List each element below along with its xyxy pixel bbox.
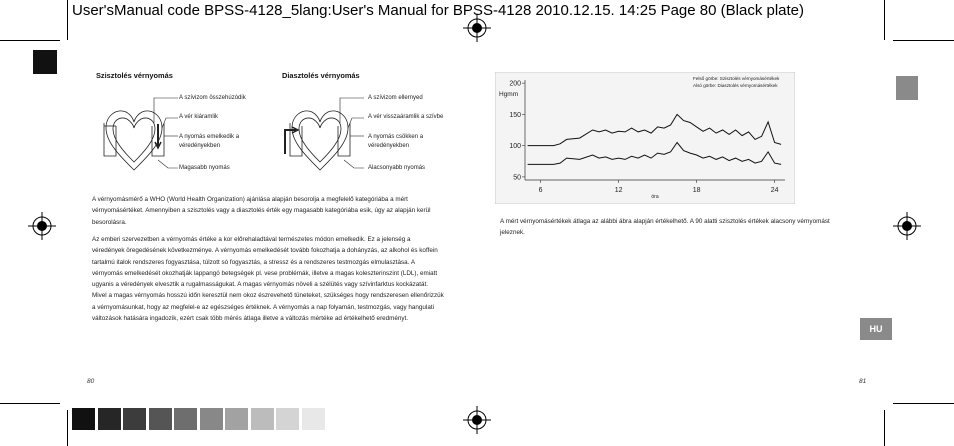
y-tick-label: 150 xyxy=(509,111,521,119)
page-number-right: 81 xyxy=(859,378,867,385)
registration-target-right xyxy=(893,212,921,240)
y-tick-label: 50 xyxy=(513,174,521,182)
print-header: User'sManual code BPSS-4128_5lang:User's Manual for BPSS-4128 2010.12.15. 14:25 Page 80 (Black plate) xyxy=(72,2,805,19)
text-line: véredények öregedésének következménye. A vérnyomás emelkedését tovább fokozhatja a dohányzás, az alkohol és koffein xyxy=(92,247,438,255)
paragraph-blood-pressure xyxy=(92,234,444,324)
x-tick-label: 12 xyxy=(614,187,623,194)
text-line: vérnyomás emelkedését okozhatják lappangó betegségek pl. vese problémák, illetve a magas koleszterinszint (LDL), emiatt xyxy=(92,269,438,277)
text-line: A vérnyomásmérő a WHO (World Health Organization) ajánlása alapján besorolja a megfelelő kategóriába a mért xyxy=(92,196,408,203)
color-swatch xyxy=(72,408,95,430)
y-tick-label: 200 xyxy=(509,80,521,88)
systolic-label-5: Magasabb nyomás xyxy=(179,165,230,171)
x-tick-label: 18 xyxy=(692,187,701,194)
paragraph-who xyxy=(92,194,430,228)
text-line: vérnyomásértéket. Amennyiben a szisztolés vagy a diasztolés érték egy magasabb kategóriába esik, úgy az alapján kerül xyxy=(92,207,431,215)
text-line: a vérnyomásunkat, hogy az megfelel-e az egészséges értéknek. A vérnyomás a nap folyamán, testmozgás, vagy hangulati xyxy=(92,303,434,311)
systolic-label-4: véredényekben xyxy=(179,143,221,149)
text-line: Az emberi szervezetben a vérnyomás értéke a kor előrehaladtával természetes módon emelkedik. Ez a jelenség a xyxy=(92,236,411,243)
systolic-title: Szisztolés vérnyomás xyxy=(96,71,173,80)
text-line: tartalmú italok rendszeres fogyasztása, túlzott só fogyasztás, a stressz és a rendszeres testmozgás elmulasztása. A xyxy=(92,258,416,266)
systolic-label-2: A vér kiáramlik xyxy=(179,114,219,120)
color-swatch xyxy=(200,408,223,430)
y-axis-label: Hgmm xyxy=(499,91,519,98)
legend-entry: Felső görbe: Szisztolés vérnyomásértékek xyxy=(693,76,780,81)
legend-entry: Alsó görbe: Diasztolés vérnyomásértékek xyxy=(693,83,778,88)
registration-target-left xyxy=(28,212,56,240)
section-tab-gray xyxy=(896,76,918,100)
color-swatch xyxy=(174,408,197,430)
text-line: változások hatására ingadozik, ezért csak több mérés átlaga illetve a változás mértéke ad értékelhető eredményt. xyxy=(92,315,409,323)
registration-target-top xyxy=(463,14,491,42)
diastolic-heart-diagram xyxy=(280,88,460,176)
page-number-left: 80 xyxy=(87,378,95,385)
color-swatch xyxy=(149,408,172,430)
color-swatch xyxy=(276,408,299,430)
diastolic-label-5: Alacsonyabb nyomás xyxy=(368,165,426,171)
color-swatch xyxy=(302,408,325,430)
diastolic-label-4: véredényekben xyxy=(368,143,410,149)
color-swatch xyxy=(225,408,248,430)
text-line: besorolásra. xyxy=(92,218,127,226)
section-tab-black xyxy=(33,50,57,74)
diastolic-title: Diasztolés vérnyomás xyxy=(282,71,360,80)
color-swatch xyxy=(98,408,121,430)
text-line: A mért vérnyomásértékek átlaga az alábbi ábra alapján értékelhető. A 90 alatti szisztolés értékek alacsony vérnyomást xyxy=(500,218,830,225)
language-tab: HU xyxy=(860,318,892,340)
systolic-label-3: A nyomás emelkedik a xyxy=(179,134,240,140)
diastolic-label-3: A nyomás csökken a xyxy=(368,134,424,140)
text-line: jeleznek. xyxy=(500,229,525,237)
color-swatch xyxy=(251,408,274,430)
diastolic-label-1: A szívizom ellernyed xyxy=(368,95,423,101)
y-tick-label: 100 xyxy=(509,143,521,151)
text-line: ugyanis a véredények elvesztik a rugalmasságukat. A magas vérnyomás növeli a szélütés vagy szívinfarktus kockázatát. xyxy=(92,281,429,289)
x-tick-label: 6 xyxy=(538,187,543,194)
x-tick-label: 24 xyxy=(770,187,779,194)
blood-pressure-chart xyxy=(495,72,795,204)
x-axis-label: óra xyxy=(651,194,659,200)
systolic-label-1: A szívizom összehúzódik xyxy=(179,95,246,101)
registration-target-bottom xyxy=(463,406,491,434)
text-line: Mivel a magas vérnyomás hosszú időn keresztül nem okoz észrevehető tüneteket, szükséges hogy rendszeresen ellenőrizzük xyxy=(92,292,444,300)
color-swatch xyxy=(123,408,146,430)
chart-caption xyxy=(500,216,830,239)
chart-background xyxy=(495,72,795,204)
systolic-heart-diagram xyxy=(94,88,274,176)
diastolic-label-2: A vér visszaáramlik a szívbe xyxy=(368,114,444,120)
